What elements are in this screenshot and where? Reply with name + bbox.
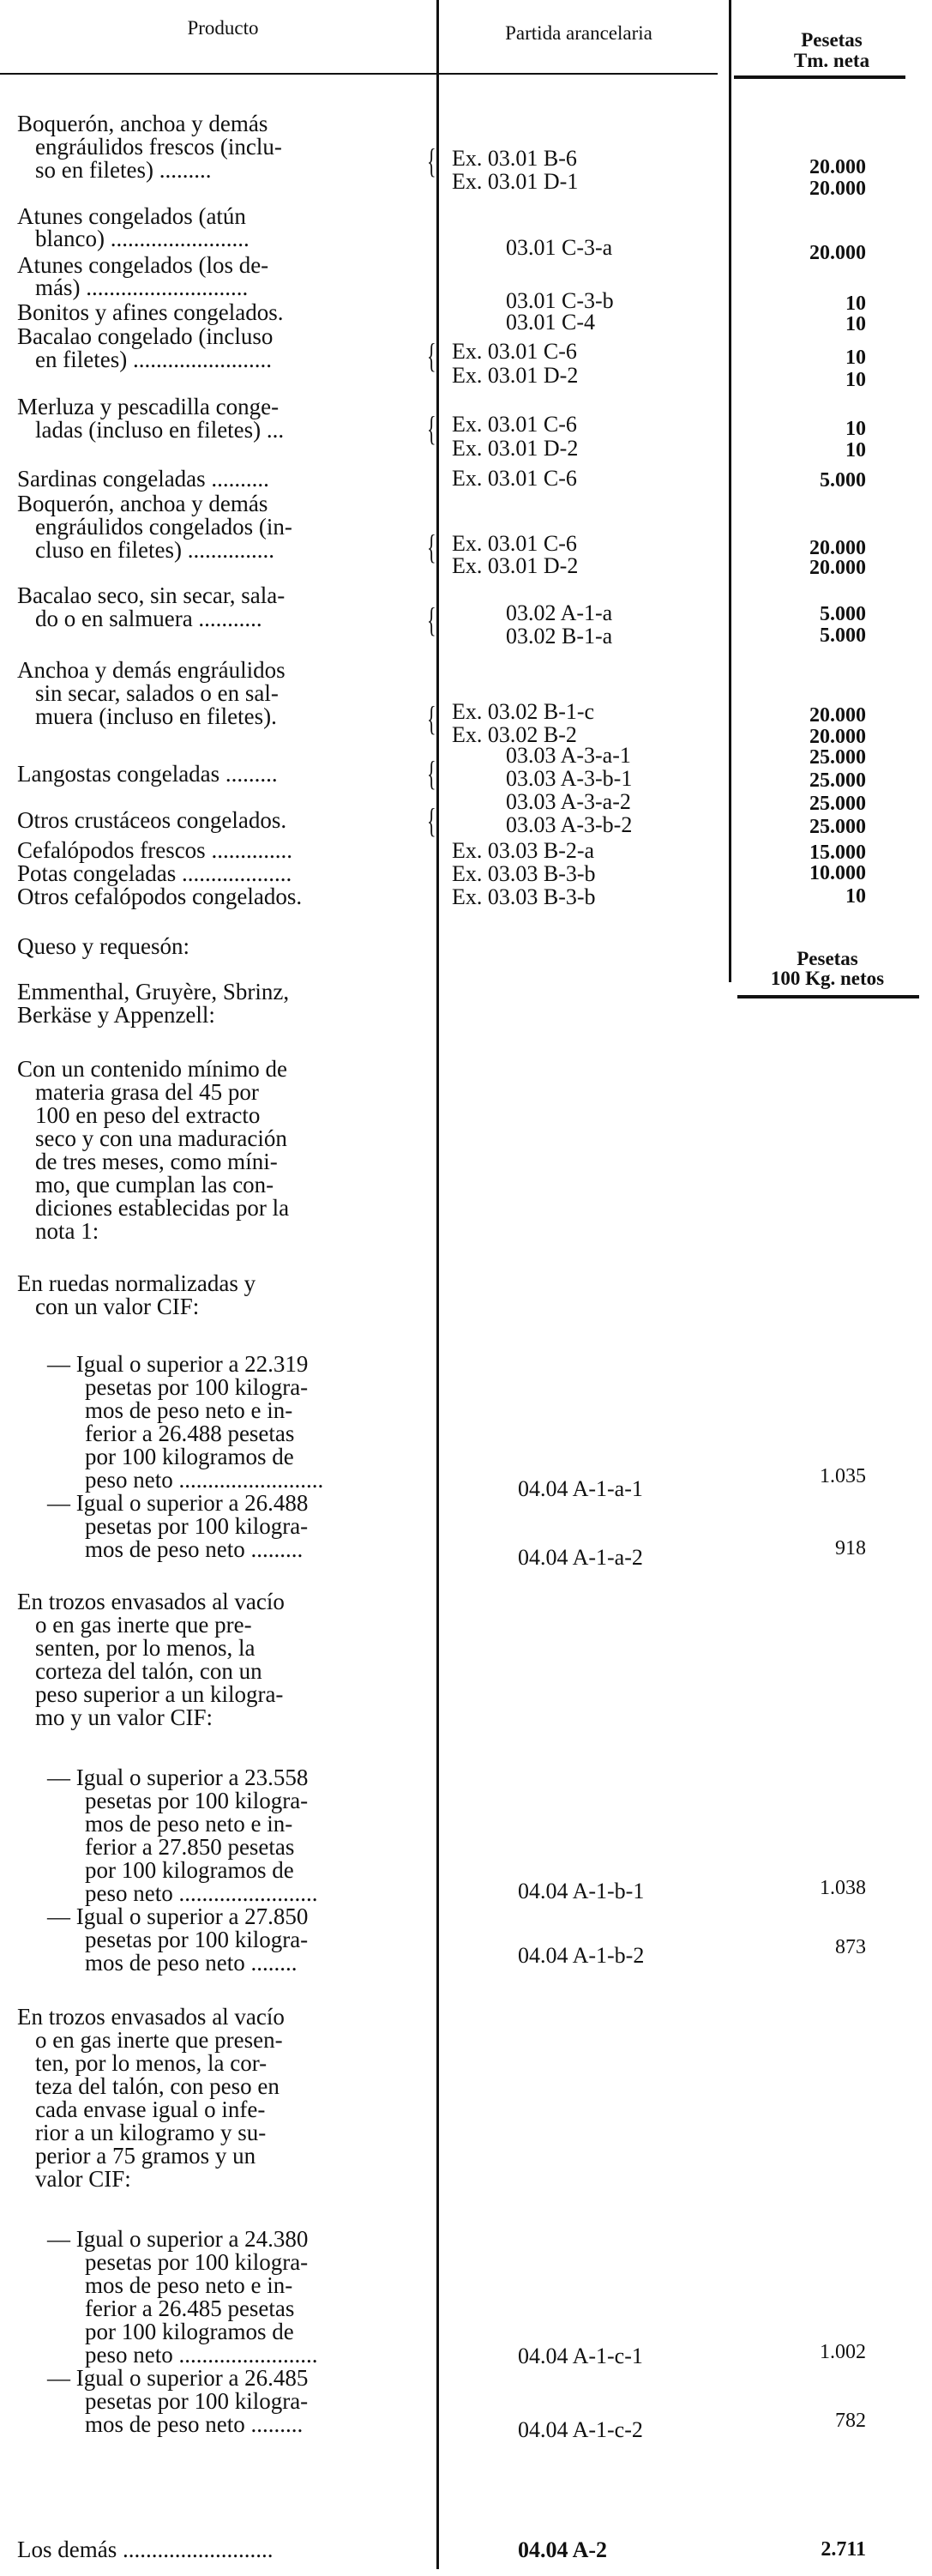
- brace: {: [427, 528, 436, 566]
- text-line: — Igual o superior a 26.485: [47, 2365, 309, 2391]
- tariff-code: Ex. 03.01 C-6: [452, 531, 577, 556]
- price-value: 15.000: [809, 842, 866, 864]
- product-line: engráulidos congelados (in-: [35, 514, 292, 540]
- product-line: más) ............................: [35, 274, 249, 300]
- price-value: 10: [845, 293, 866, 315]
- text-line: de tres meses, como míni-: [35, 1149, 278, 1174]
- header-pesetas-1: Pesetas: [801, 29, 863, 51]
- price-value: 5.000: [820, 624, 866, 647]
- text-line: seco y con una maduración: [35, 1125, 287, 1151]
- tariff-code: 03.02 B-1-a: [506, 624, 613, 649]
- product-line: en filetes) ........................: [35, 347, 272, 372]
- price-value: 5.000: [820, 603, 866, 625]
- tariff-code: Ex. 03.03 B-2-a: [452, 838, 595, 863]
- text-line: mos de peso neto .........: [85, 2411, 304, 2437]
- price-value: 10.000: [809, 862, 866, 884]
- text-line: por 100 kilogramos de: [85, 2319, 294, 2344]
- price-value: 1.038: [820, 1877, 866, 1899]
- tariff-code: Ex. 03.01 C-6: [452, 339, 577, 364]
- product-line: Merluza y pescadilla conge-: [17, 394, 280, 419]
- price-value: 10: [845, 885, 866, 908]
- product-line: Bacalao congelado (incluso: [17, 323, 274, 349]
- text-line: mo, que cumplan las con-: [35, 1172, 274, 1198]
- text-line: peso neto ........................: [85, 2342, 318, 2368]
- text-line: ferior a 26.485 pesetas: [85, 2295, 295, 2321]
- tariff-code: Ex. 03.01 D-2: [452, 436, 579, 461]
- price-value: 10: [845, 369, 866, 391]
- text-line: diciones establecidas por la: [35, 1195, 290, 1221]
- price-value: 25.000: [809, 769, 866, 792]
- price-value: 25.000: [809, 746, 866, 769]
- tariff-code: 03.01 C-4: [506, 310, 595, 335]
- brace: {: [427, 336, 436, 375]
- text-line: — Igual o superior a 27.850: [47, 1903, 309, 1929]
- price-value: 2.711: [821, 2538, 866, 2561]
- text-line: mo y un valor CIF:: [35, 1704, 213, 1730]
- product-line: cluso en filetes) ...............: [35, 537, 274, 563]
- header-rule-right: [734, 75, 905, 79]
- price-value: 1.035: [820, 1465, 866, 1487]
- tariff-code: Ex. 03.01 D-2: [452, 553, 579, 578]
- product-line: Los demás ..........................: [17, 2537, 274, 2562]
- price-value: 10: [845, 439, 866, 462]
- header-product: Producto: [187, 17, 259, 39]
- group-title: En ruedas normalizadas y: [17, 1270, 256, 1296]
- text-line: o en gas inerte que presen-: [35, 2027, 283, 2053]
- text-line: ten, por lo menos, la cor-: [35, 2050, 268, 2076]
- tariff-code: 03.02 A-1-a: [506, 600, 613, 625]
- text-line: mos de peso neto ........: [85, 1950, 298, 1976]
- product-line: so en filetes) .........: [35, 157, 212, 183]
- tariff-code: 04.04 A-1-c-1: [518, 2344, 643, 2368]
- tariff-code: Ex. 03.01 B-6: [452, 146, 577, 171]
- text-line: ferior a 26.488 pesetas: [85, 1421, 295, 1446]
- product-line: Boquerón, anchoa y demás: [17, 491, 268, 516]
- brace: {: [427, 409, 436, 448]
- price-value: 20.000: [809, 557, 866, 579]
- text-line: pesetas por 100 kilogra-: [85, 1788, 309, 1813]
- tariff-code: Ex. 03.02 B-2: [452, 722, 577, 747]
- tariff-code: Ex. 03.02 B-1-c: [452, 699, 595, 724]
- text-line: valor CIF:: [35, 2166, 131, 2192]
- subheader-pesetas-1: Pesetas: [797, 948, 858, 969]
- text-line: perior a 75 gramos y un: [35, 2143, 256, 2169]
- text-line: pesetas por 100 kilogra-: [85, 1513, 309, 1539]
- text-line: senten, por lo menos, la: [35, 1635, 256, 1661]
- price-value: 20.000: [809, 726, 866, 748]
- tariff-code: 04.04 A-1-b-2: [518, 1943, 645, 1968]
- price-value: 20.000: [809, 242, 866, 264]
- tariff-code: 04.04 A-2: [518, 2537, 607, 2562]
- price-value: 20.000: [809, 704, 866, 727]
- text-line: peso neto ........................: [85, 1880, 318, 1906]
- product-line: Langostas congeladas .........: [17, 761, 278, 787]
- product-line: engráulidos frescos (inclu-: [35, 134, 282, 160]
- tariff-code: Ex. 03.01 C-6: [452, 466, 577, 491]
- price-value: 20.000: [809, 537, 866, 559]
- text-line: mos de peso neto e in-: [85, 2272, 293, 2298]
- text-line: pesetas por 100 kilogra-: [85, 2388, 309, 2414]
- price-value: 25.000: [809, 793, 866, 815]
- text-line: teza del talón, con peso en: [35, 2073, 280, 2099]
- product-line: Atunes congelados (los de-: [17, 252, 269, 278]
- price-value: 25.000: [809, 816, 866, 838]
- product-line: Anchoa y demás engráulidos: [17, 657, 286, 683]
- product-line: Cefalópodos frescos ..............: [17, 837, 292, 863]
- section-title: Queso y requesón:: [17, 933, 189, 959]
- text-line: — Igual o superior a 24.380: [47, 2226, 309, 2252]
- tariff-code: 03.01 C-3-a: [506, 235, 613, 260]
- text-line: peso neto .........................: [85, 1467, 324, 1493]
- price-value: 10: [845, 347, 866, 369]
- tariff-code: 04.04 A-1-a-2: [518, 1545, 643, 1570]
- text-line: mos de peso neto e in-: [85, 1811, 293, 1837]
- text-line: mos de peso neto e in-: [85, 1397, 293, 1423]
- tariff-code: Ex. 03.03 B-3-b: [452, 861, 596, 886]
- text-line: — Igual o superior a 22.319: [47, 1351, 309, 1377]
- price-value: 1.002: [820, 2341, 866, 2363]
- product-line: Bacalao seco, sin secar, sala-: [17, 582, 286, 608]
- section-subtitle: Emmenthal, Gruyère, Sbrinz,: [17, 979, 290, 1004]
- brace: {: [427, 801, 436, 840]
- text-line: 100 en peso del extracto: [35, 1102, 261, 1128]
- product-line: Boquerón, anchoa y demás: [17, 111, 268, 136]
- product-line: Potas congeladas ...................: [17, 860, 292, 886]
- text-line: mos de peso neto .........: [85, 1536, 304, 1562]
- header-rule-mid: [439, 73, 718, 75]
- brace: {: [427, 600, 436, 639]
- tariff-code: Ex. 03.03 B-3-b: [452, 884, 596, 909]
- brace: {: [427, 699, 436, 738]
- product-line: blanco) ........................: [35, 226, 250, 251]
- price-value: 10: [845, 418, 866, 440]
- text-line: nota 1:: [35, 1218, 99, 1244]
- text-line: por 100 kilogramos de: [85, 1857, 294, 1883]
- tariff-code: Ex. 03.01 D-2: [452, 363, 579, 388]
- header-rule-left: [0, 73, 436, 75]
- subheader-pesetas-2: 100 Kg. netos: [770, 968, 885, 989]
- brace: {: [427, 754, 436, 793]
- tariff-code: 04.04 A-1-a-1: [518, 1476, 643, 1501]
- text-line: corteza del talón, con un: [35, 1658, 262, 1684]
- text-line: por 100 kilogramos de: [85, 1444, 294, 1469]
- product-line: do o en salmuera ...........: [35, 606, 262, 631]
- price-value: 873: [835, 1936, 866, 1958]
- product-line: Otros crustáceos congelados.: [17, 807, 287, 833]
- price-value: 918: [835, 1537, 866, 1559]
- header-partida: Partida arancelaria: [505, 22, 652, 44]
- group-title: con un valor CIF:: [35, 1294, 200, 1319]
- text-line: pesetas por 100 kilogra-: [85, 1927, 309, 1952]
- text-line: peso superior a un kilogra-: [35, 1681, 284, 1707]
- text-line: pesetas por 100 kilogra-: [85, 1374, 309, 1400]
- product-line: sin secar, salados o en sal-: [35, 680, 279, 706]
- product-line: muera (incluso en filetes).: [35, 703, 277, 729]
- text-line: Con un contenido mínimo de: [17, 1056, 287, 1082]
- tariff-code: Ex. 03.01 C-6: [452, 412, 577, 437]
- text-line: — Igual o superior a 23.558: [47, 1765, 309, 1790]
- product-line: Sardinas congeladas ..........: [17, 466, 269, 492]
- product-line: Atunes congelados (atún: [17, 203, 246, 229]
- text-line: pesetas por 100 kilogra-: [85, 2249, 309, 2275]
- tariff-code: 03.03 A-3-b-2: [506, 812, 633, 837]
- tariff-code: Ex. 03.01 D-1: [452, 169, 579, 194]
- text-line: materia grasa del 45 por: [35, 1079, 259, 1105]
- text-line: ferior a 27.850 pesetas: [85, 1834, 295, 1860]
- subheader-rule: [737, 995, 919, 998]
- price-value: 20.000: [809, 178, 866, 200]
- tariff-code: 04.04 A-1-c-2: [518, 2417, 643, 2442]
- tariff-code: 03.03 A-3-a-1: [506, 743, 631, 768]
- product-line: Otros cefalópodos congelados.: [17, 884, 303, 909]
- text-line: o en gas inerte que pre-: [35, 1612, 252, 1638]
- section-subtitle: Berkäse y Appenzell:: [17, 1002, 215, 1028]
- text-line: — Igual o superior a 26.488: [47, 1490, 309, 1516]
- tariff-code: 04.04 A-1-b-1: [518, 1879, 645, 1903]
- price-value: 782: [835, 2410, 866, 2432]
- text-line: En trozos envasados al vacío: [17, 1589, 285, 1614]
- product-line: ladas (incluso en filetes) ...: [35, 417, 285, 443]
- tariff-code: 03.03 A-3-a-2: [506, 789, 631, 814]
- text-line: cada envase igual o infe-: [35, 2096, 266, 2122]
- price-value: 20.000: [809, 156, 866, 178]
- price-value: 10: [845, 313, 866, 335]
- tariff-code: 03.03 A-3-b-1: [506, 766, 633, 791]
- product-line: Bonitos y afines congelados.: [17, 299, 284, 325]
- price-value: 5.000: [820, 469, 866, 492]
- header-pesetas-2: Tm. neta: [793, 50, 870, 71]
- brace: {: [427, 142, 436, 180]
- text-line: rior a un kilogramo y su-: [35, 2120, 267, 2145]
- tariff-code: 03.01 C-3-b: [506, 288, 614, 313]
- text-line: En trozos envasados al vacío: [17, 2004, 285, 2030]
